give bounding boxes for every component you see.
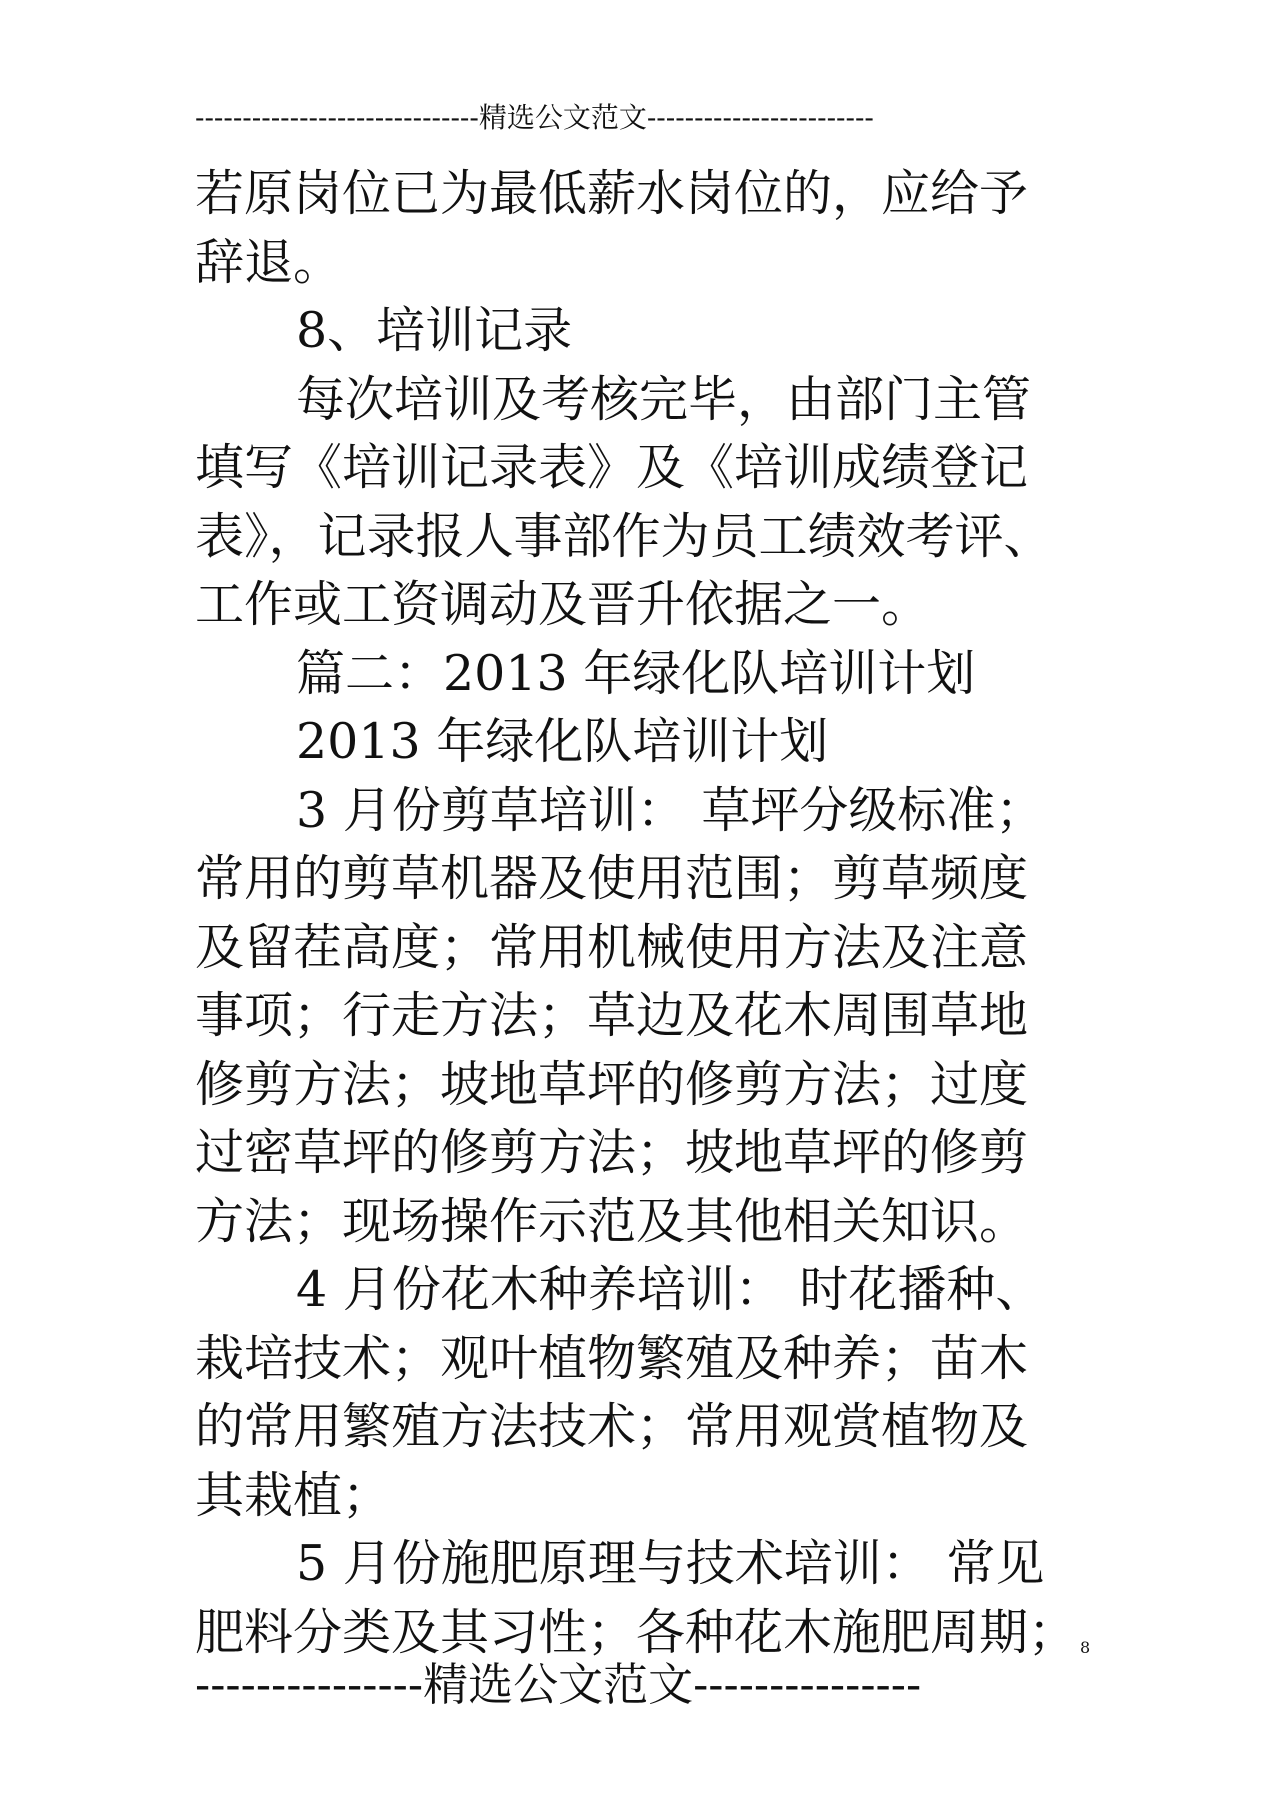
paragraph-line: 工作或工资调动及晋升依据之一。 — [195, 576, 931, 633]
page-footer: ---------------精选公文范文--------------- — [195, 1658, 922, 1711]
paragraph-line: 过密草坪的修剪方法；坡地草坪的修剪 — [195, 1124, 1029, 1181]
section-heading: 8、培训记录 — [296, 302, 573, 359]
paragraph-line: 方法；现场操作示范及其他相关知识。 — [195, 1192, 1029, 1250]
paragraph-line: 4 月份花木种养培训： 时花播种、 — [296, 1261, 1045, 1318]
paragraph-line: 其栽植； — [195, 1466, 392, 1524]
paragraph-line: 修剪方法；坡地草坪的修剪方法；过度 — [195, 1055, 1029, 1113]
paragraph-line: 及留茬高度；常用机械使用方法及注意 — [195, 918, 1029, 976]
paragraph-line: 栽培技术；观叶植物繁殖及种养；苗木 — [195, 1329, 1029, 1387]
paragraph-line: 常用的剪草机器及使用范围；剪草频度 — [195, 850, 1029, 907]
paragraph-line: 3 月份剪草培训： 草坪分级标准； — [296, 781, 1045, 839]
document-body — [195, 160, 1095, 1667]
paragraph-line: 的常用繁殖方法技术；常用观赏植物及 — [195, 1398, 1029, 1455]
paragraph-line: 5 月份施肥原理与技术培训： 常见 — [296, 1535, 1045, 1592]
article-title: 2013 年绿化队培训计划 — [296, 713, 829, 770]
page-header: ------------------------------精选公文范文------------------------ — [195, 101, 874, 134]
paragraph-line: 若原岗位已为最低薪水岗位的，应给予 — [195, 165, 1029, 222]
paragraph-line: 表》，记录报人事部作为员工绩效考评、 — [195, 507, 1053, 565]
paragraph-line: 事项；行走方法；草边及花木周围草地 — [195, 987, 1029, 1044]
article-heading: 篇二：2013 年绿化队培训计划 — [296, 644, 976, 702]
paragraph-line: 肥料分类及其习性；各种花木施肥周期； — [195, 1603, 1078, 1661]
paragraph-line: 辞退。 — [195, 233, 343, 291]
paragraph-line: 填写《培训记录表》及《培训成绩登记 — [195, 439, 1029, 496]
paragraph-line: 每次培训及考核完毕，由部门主管 — [296, 370, 1032, 428]
page-number: 8 — [1080, 1638, 1091, 1657]
